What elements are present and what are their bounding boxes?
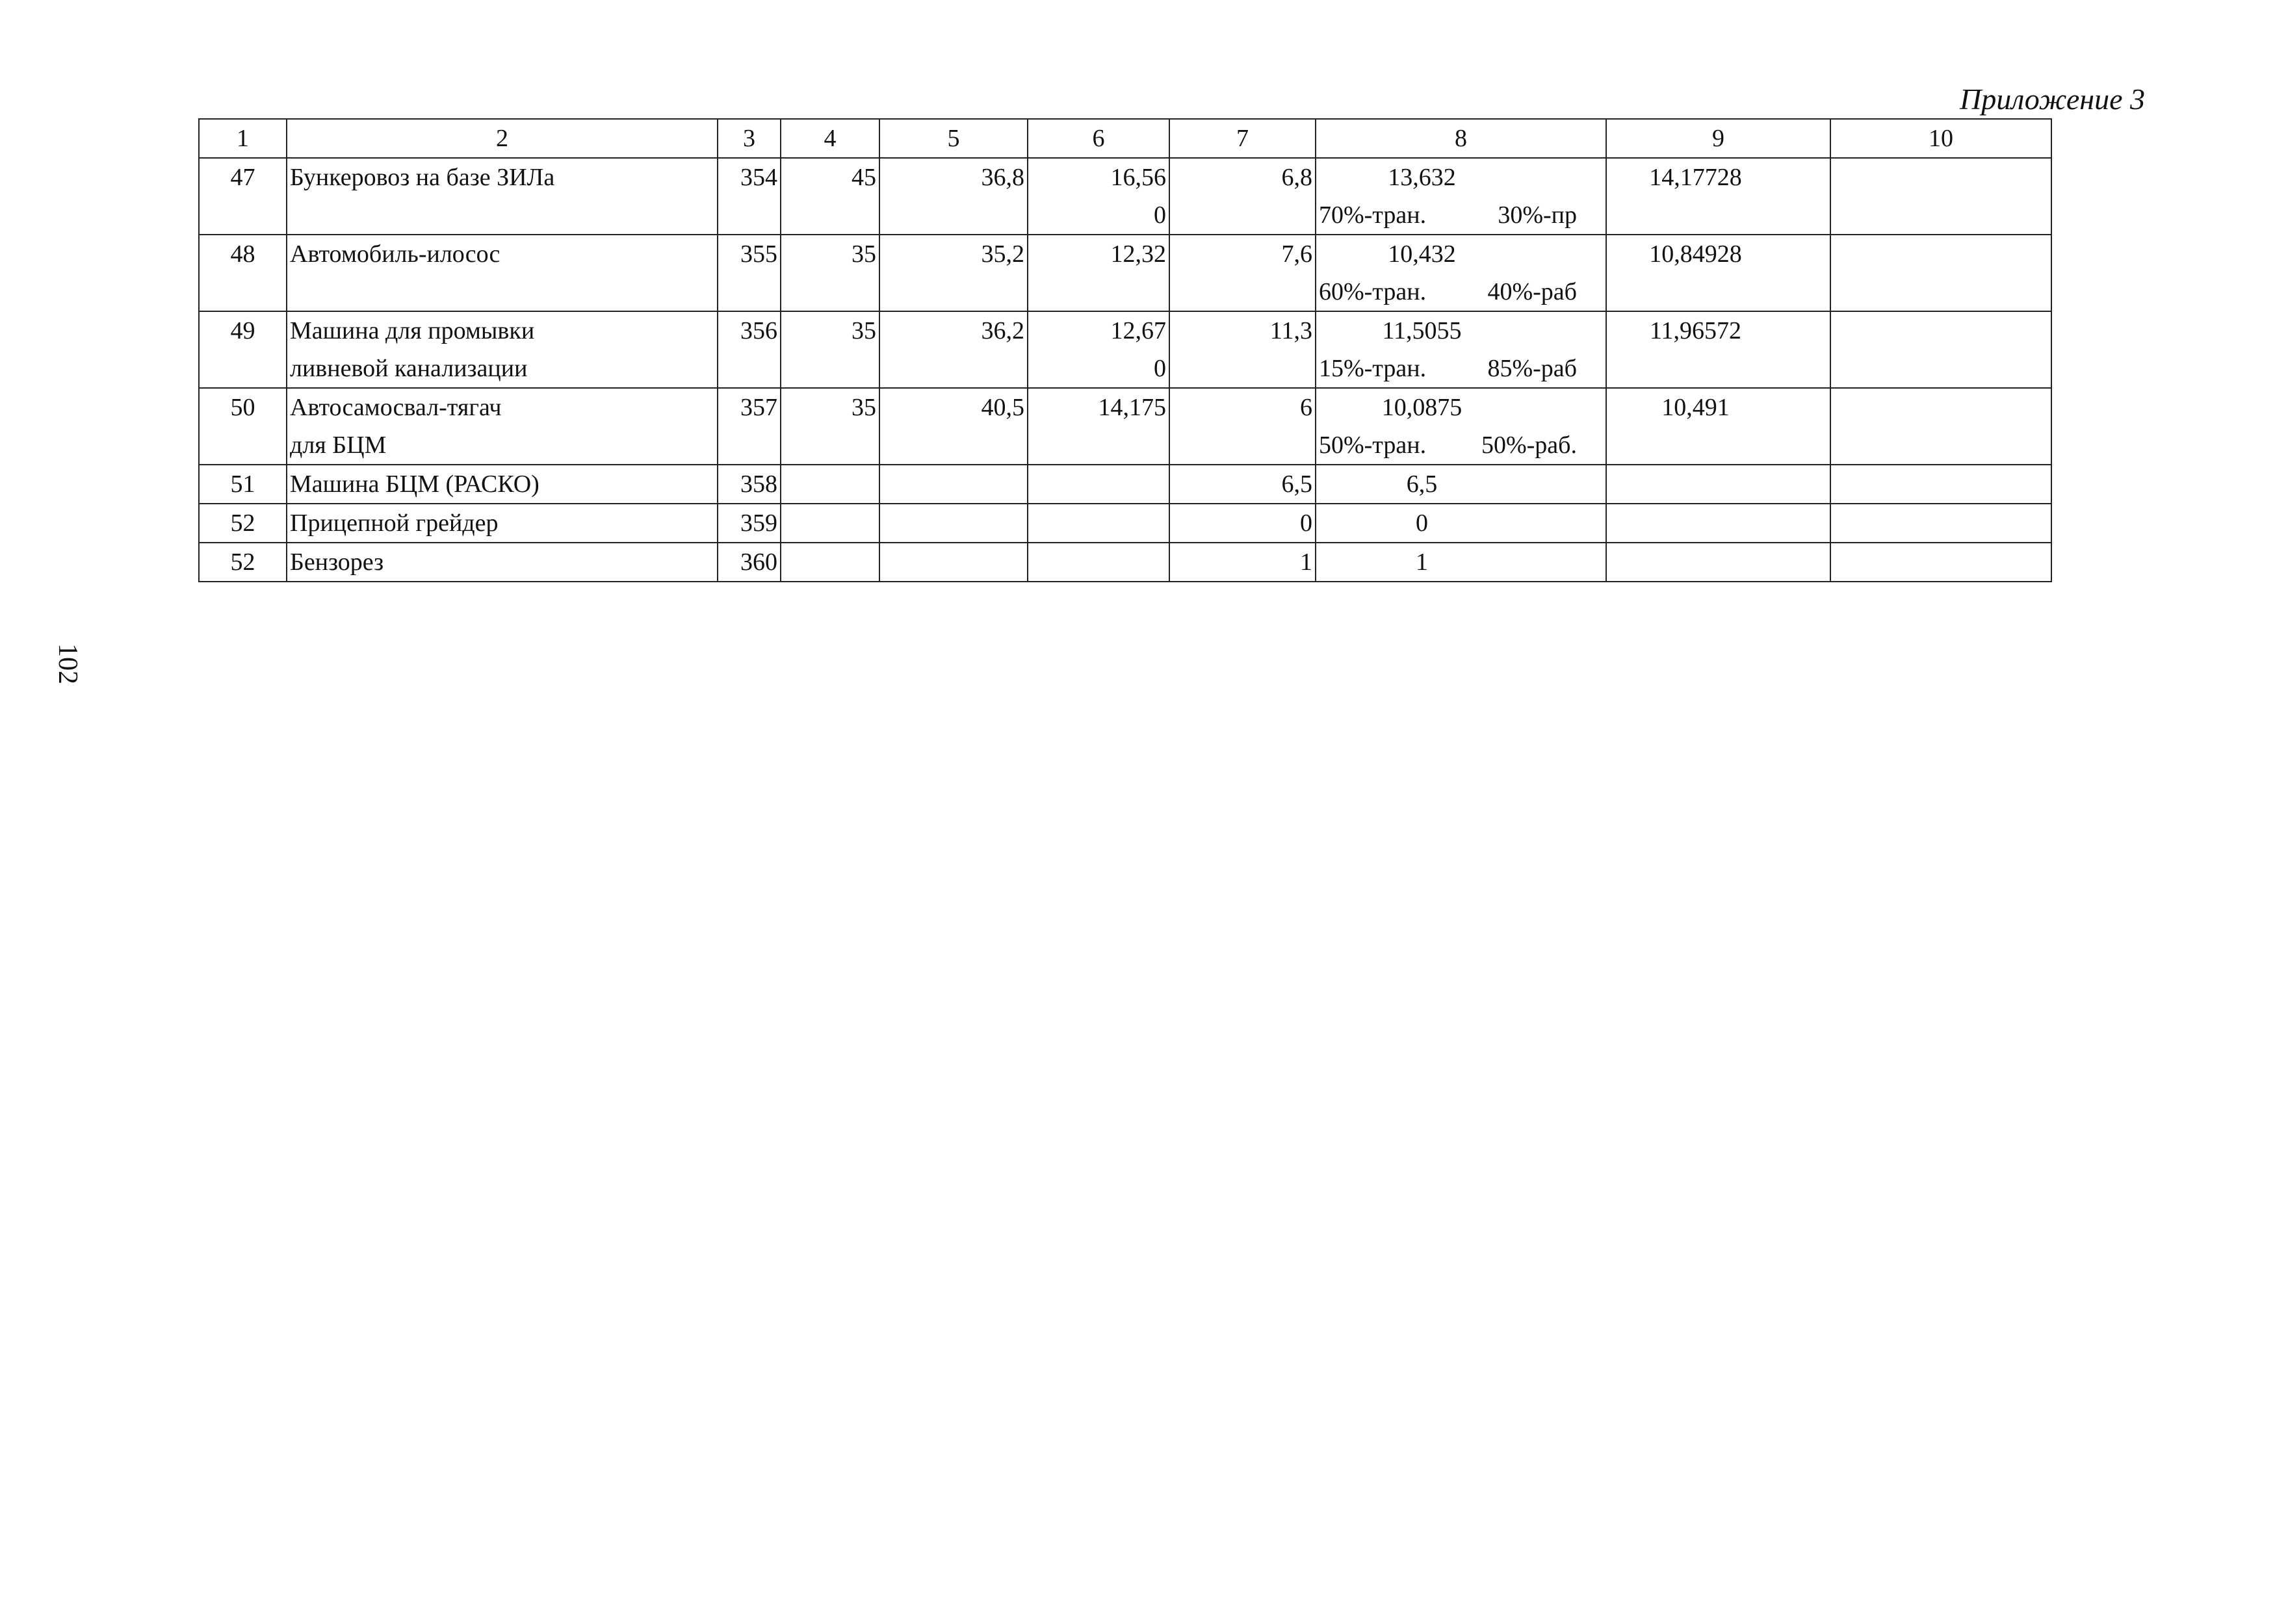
row-number: 48 — [230, 240, 255, 268]
value-cell-c3 — [718, 543, 781, 582]
value-cell-c10 — [1830, 235, 2051, 311]
equipment-name-cell — [287, 311, 718, 388]
value-c3: 356 — [740, 317, 777, 344]
value-cell-c4 — [781, 388, 879, 465]
equipment-name-line: Автосамосвал-тягач — [290, 394, 502, 421]
table-row — [199, 388, 2051, 465]
value-cell-c4 — [781, 158, 879, 235]
header-cell: 2 — [287, 119, 718, 158]
value-cell-c3 — [718, 388, 781, 465]
value-c6-line: 14,175 — [1098, 394, 1166, 421]
value-cell-c5 — [879, 158, 1028, 235]
value-c3: 357 — [740, 394, 777, 421]
value-c4: 45 — [852, 164, 876, 191]
row-number-cell — [199, 504, 287, 543]
value-cell-c4 — [781, 235, 879, 311]
mode-split-part: 70%-тран. — [1319, 201, 1427, 229]
value-c8: 10,432 — [1388, 240, 1456, 268]
page-number: 102 — [53, 643, 83, 684]
table-row — [199, 543, 2051, 582]
value-c9 — [1609, 465, 1827, 503]
row-number-cell — [199, 311, 287, 388]
value-cell-c10 — [1830, 543, 2051, 582]
mode-split-note — [1319, 350, 1603, 387]
equipment-name-line — [290, 196, 714, 234]
row-number: 52 — [230, 548, 255, 576]
value-c5 — [883, 465, 1024, 503]
value-c6-line: 12,32 — [1110, 240, 1166, 268]
value-c6-line — [1031, 504, 1166, 542]
value-cell-c6 — [1028, 504, 1169, 543]
mode-split-note — [1319, 196, 1603, 234]
value-cell-c5 — [879, 235, 1028, 311]
value-c7: 0 — [1300, 509, 1312, 537]
value-c6-line — [1031, 426, 1166, 464]
equipment-name-line: Бензорез — [290, 548, 384, 576]
value-cell-c5 — [879, 504, 1028, 543]
value-c3: 355 — [740, 240, 777, 268]
equipment-name-line — [290, 273, 714, 311]
equipment-name-line: для БЦМ — [290, 432, 387, 459]
value-cell-c6 — [1028, 388, 1169, 465]
value-cell-c9 — [1606, 235, 1830, 311]
equipment-name-line: Бункеровоз на базе ЗИЛа — [290, 164, 555, 191]
value-c7: 7,6 — [1281, 240, 1312, 268]
table-row — [199, 465, 2051, 504]
header-cell: 7 — [1169, 119, 1316, 158]
value-c6-line — [1031, 465, 1166, 503]
value-cell-c10 — [1830, 504, 2051, 543]
value-cell-c4 — [781, 465, 879, 504]
table-row — [199, 158, 2051, 235]
mode-split-note — [1319, 273, 1603, 311]
value-cell-c9 — [1606, 311, 1830, 388]
value-c5 — [883, 543, 1024, 581]
row-number: 50 — [230, 394, 255, 421]
value-c7: 6,8 — [1281, 164, 1312, 191]
header-cell: 4 — [781, 119, 879, 158]
value-cell-c3 — [718, 311, 781, 388]
equipment-table — [198, 118, 2052, 582]
row-number: 47 — [230, 164, 255, 191]
value-cell-c7 — [1169, 543, 1316, 582]
value-cell-c5 — [879, 465, 1028, 504]
value-c8: 0 — [1416, 509, 1428, 537]
equipment-name-line: Прицепной грейдер — [290, 509, 499, 537]
value-c4 — [784, 543, 876, 581]
value-c6-line: 16,56 — [1110, 164, 1166, 191]
row-number: 49 — [230, 317, 255, 344]
table-row — [199, 235, 2051, 311]
row-number-cell — [199, 465, 287, 504]
value-cell-c7 — [1169, 158, 1316, 235]
value-cell-c3 — [718, 504, 781, 543]
equipment-name-line: Автомобиль-илосос — [290, 240, 500, 268]
value-c6-line: 0 — [1154, 201, 1166, 229]
value-cell-c7 — [1169, 504, 1316, 543]
header-cell: 5 — [879, 119, 1028, 158]
value-c9: 14,17728 — [1649, 164, 1742, 191]
value-cell-c7 — [1169, 311, 1316, 388]
value-c3: 359 — [740, 509, 777, 537]
header-cell: 8 — [1316, 119, 1606, 158]
equipment-name-line: ливневой канализации — [290, 355, 528, 382]
value-cell-c7 — [1169, 388, 1316, 465]
header-cell: 9 — [1606, 119, 1830, 158]
equipment-name-cell — [287, 465, 718, 504]
value-c10 — [1834, 159, 2048, 196]
header-cell: 10 — [1830, 119, 2051, 158]
value-cell-c8 — [1316, 465, 1606, 504]
value-c8: 1 — [1416, 548, 1428, 576]
value-cell-c4 — [781, 504, 879, 543]
value-c7: 6,5 — [1281, 470, 1312, 498]
mode-split-note — [1319, 426, 1603, 464]
equipment-name-cell — [287, 543, 718, 582]
value-c4: 35 — [852, 317, 876, 344]
value-c3: 358 — [740, 470, 777, 498]
table-row — [199, 311, 2051, 388]
value-c6-line — [1031, 543, 1166, 581]
value-cell-c10 — [1830, 388, 2051, 465]
value-cell-c6 — [1028, 465, 1169, 504]
value-c9: 10,491 — [1661, 394, 1730, 421]
value-c6-line: 12,67 — [1110, 317, 1166, 344]
value-cell-c3 — [718, 158, 781, 235]
row-number-cell — [199, 543, 287, 582]
value-c8: 10,0875 — [1381, 394, 1462, 421]
equipment-name-cell — [287, 504, 718, 543]
value-c9: 11,96572 — [1649, 317, 1742, 344]
mode-split-part: 30%-пр — [1498, 201, 1577, 229]
value-cell-c5 — [879, 388, 1028, 465]
value-c3: 354 — [740, 164, 777, 191]
row-number: 51 — [230, 470, 255, 498]
equipment-name-line: Машина для промывки — [290, 317, 535, 344]
value-c3: 360 — [740, 548, 777, 576]
value-cell-c4 — [781, 543, 879, 582]
value-c5 — [883, 504, 1024, 542]
value-c6-line — [1031, 273, 1166, 311]
value-cell-c10 — [1830, 158, 2051, 235]
value-cell-c9 — [1606, 158, 1830, 235]
value-c10 — [1834, 312, 2048, 350]
value-c7: 11,3 — [1269, 317, 1312, 344]
value-cell-c10 — [1830, 465, 2051, 504]
value-c4 — [784, 465, 876, 503]
equipment-name-cell — [287, 158, 718, 235]
value-cell-c8 — [1316, 235, 1606, 311]
row-number-cell — [199, 235, 287, 311]
value-c7: 6 — [1300, 394, 1312, 421]
mode-split-part: 85%-раб — [1487, 355, 1577, 382]
value-cell-c5 — [879, 311, 1028, 388]
value-c6-line: 0 — [1154, 355, 1166, 382]
value-cell-c9 — [1606, 543, 1830, 582]
value-c9 — [1609, 504, 1827, 542]
value-cell-c7 — [1169, 235, 1316, 311]
value-cell-c8 — [1316, 504, 1606, 543]
value-c10 — [1834, 389, 2048, 426]
header-cell: 1 — [199, 119, 287, 158]
table-row — [199, 504, 2051, 543]
value-cell-c5 — [879, 543, 1028, 582]
value-cell-c3 — [718, 465, 781, 504]
value-cell-c6 — [1028, 235, 1169, 311]
value-cell-c9 — [1606, 388, 1830, 465]
value-cell-c3 — [718, 235, 781, 311]
value-c9: 10,84928 — [1649, 240, 1742, 268]
equipment-name-line: Машина БЦМ (РАСКО) — [290, 470, 540, 498]
value-c10 — [1834, 504, 2048, 542]
row-number-cell — [199, 158, 287, 235]
header-cell: 6 — [1028, 119, 1169, 158]
value-c4: 35 — [852, 240, 876, 268]
value-c4 — [784, 504, 876, 542]
row-number-cell — [199, 388, 287, 465]
mode-split-part: 40%-раб — [1487, 278, 1577, 305]
value-c5: 36,2 — [981, 317, 1024, 344]
value-cell-c7 — [1169, 465, 1316, 504]
value-c10 — [1834, 543, 2048, 581]
value-cell-c8 — [1316, 158, 1606, 235]
value-c4: 35 — [852, 394, 876, 421]
value-cell-c4 — [781, 311, 879, 388]
value-c10 — [1834, 235, 2048, 273]
value-cell-c8 — [1316, 311, 1606, 388]
mode-split-part: 15%-тран. — [1319, 355, 1427, 382]
value-c7: 1 — [1300, 548, 1312, 576]
value-cell-c9 — [1606, 504, 1830, 543]
value-cell-c6 — [1028, 158, 1169, 235]
value-cell-c8 — [1316, 388, 1606, 465]
value-c9 — [1609, 543, 1827, 581]
mode-split-part: 50%-раб. — [1481, 432, 1577, 459]
value-c8: 6,5 — [1406, 470, 1438, 498]
equipment-name-cell — [287, 235, 718, 311]
row-number: 52 — [230, 509, 255, 537]
table-body — [199, 158, 2051, 582]
value-c5: 36,8 — [981, 164, 1024, 191]
value-c10 — [1834, 465, 2048, 503]
value-cell-c10 — [1830, 311, 2051, 388]
value-c8: 11,5055 — [1382, 317, 1462, 344]
value-cell-c8 — [1316, 543, 1606, 582]
value-c5: 40,5 — [981, 394, 1024, 421]
value-cell-c6 — [1028, 311, 1169, 388]
header-cell: 3 — [718, 119, 781, 158]
value-c8: 13,632 — [1388, 164, 1456, 191]
value-c5: 35,2 — [981, 240, 1024, 268]
equipment-name-cell — [287, 388, 718, 465]
value-cell-c9 — [1606, 465, 1830, 504]
mode-split-part: 50%-тран. — [1319, 432, 1427, 459]
mode-split-part: 60%-тран. — [1319, 278, 1427, 305]
header-row — [199, 119, 2051, 158]
appendix-label: Приложение 3 — [1959, 83, 2145, 116]
value-cell-c6 — [1028, 543, 1169, 582]
